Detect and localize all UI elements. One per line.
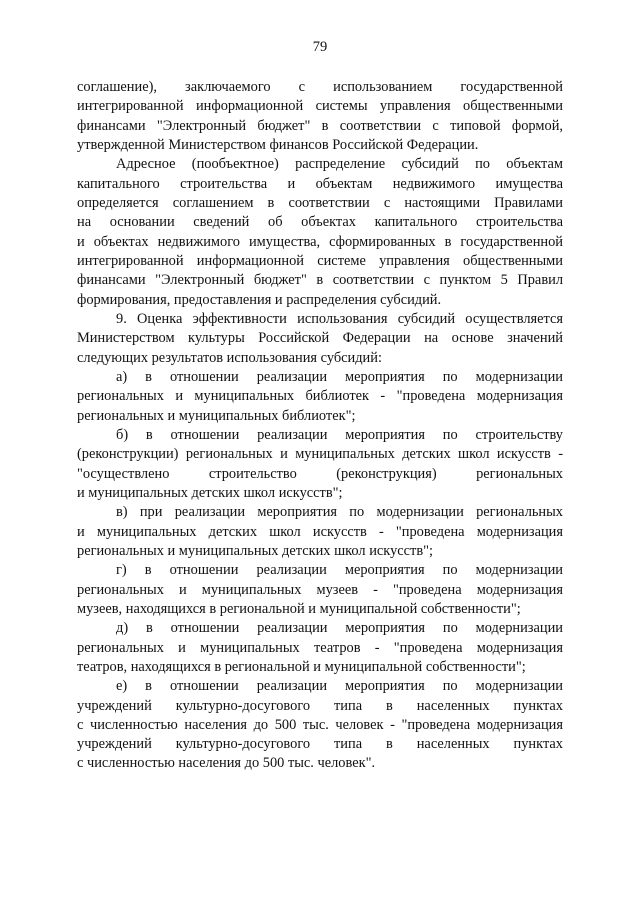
- text-line: и муниципальных детских школ искусств";: [77, 484, 343, 501]
- text-line: Адресное (пообъектное) распределение субсидий по объектам: [116, 156, 563, 173]
- text-line: с численностью населения до 500 тыс. человек".: [77, 755, 376, 772]
- text-line: учреждений культурно-досугового типа в населенных пунктах: [77, 736, 563, 753]
- text-line: региональных и муниципальных детских школ искусств";: [77, 542, 434, 559]
- document-body: [77, 78, 563, 774]
- text-line: 9. Оценка эффективности использования субсидий осуществляется: [116, 310, 563, 327]
- text-line: д) в отношении реализации мероприятия по модернизации: [116, 620, 563, 637]
- text-line: региональных и муниципальных театров - "проведена модернизация: [77, 639, 563, 656]
- text-line: б) в отношении реализации мероприятия по строительству: [116, 426, 563, 443]
- text-line: утвержденной Министерством финансов Российской Федерации.: [77, 136, 479, 153]
- text-line: и объектах недвижимого имущества, сформированных в государственной: [77, 233, 563, 250]
- text-line: (реконструкции) региональных и муниципальных детских школ искусств -: [77, 446, 563, 463]
- text-line: определяется соглашением в соответствии с настоящими Правилами: [77, 194, 563, 211]
- text-line: интегрированной информационной системы управления общественными: [77, 98, 563, 115]
- text-line: интегрированной информационной системе управления общественными: [77, 252, 563, 269]
- text-line: капитального строительства и объектам недвижимого имущества: [77, 175, 563, 192]
- text-line: е) в отношении реализации мероприятия по модернизации: [116, 678, 563, 695]
- text-line: Министерством культуры Российской Федерации на основе значений: [77, 330, 563, 347]
- text-line: следующих результатов использования субсидий:: [77, 349, 382, 366]
- text-line: а) в отношении реализации мероприятия по модернизации: [116, 368, 563, 385]
- text-line: "осуществлено строительство (реконструкция) региональных: [77, 465, 563, 482]
- text-line: региональных и муниципальных библиотек - "проведена модернизация: [77, 388, 563, 405]
- text-line: и муниципальных детских школ искусств - "проведена модернизация: [77, 523, 563, 540]
- text-line: формирования, предоставления и распределения субсидий.: [77, 291, 442, 308]
- text-line: учреждений культурно-досугового типа в населенных пунктах: [77, 697, 563, 714]
- text-line: г) в отношении реализации мероприятия по модернизации: [116, 562, 563, 579]
- text-line: региональных и муниципальных библиотек";: [77, 407, 356, 424]
- text-line: финансами "Электронный бюджет" в соответствии с пунктом 5 Правил: [77, 272, 563, 289]
- text-line: музеев, находящихся в региональной и муниципальной собственности";: [77, 600, 521, 617]
- text-line: в) при реализации мероприятия по модернизации региональных: [116, 504, 563, 521]
- page-number: 79: [312, 39, 328, 55]
- text-line: с численностью населения до 500 тыс. человек - "проведена модернизация: [77, 716, 563, 733]
- text-line: на основании сведений об объектах капитального строительства: [77, 214, 563, 231]
- text-line: региональных и муниципальных музеев - "проведена модернизация: [77, 581, 563, 598]
- text-line: театров, находящихся в региональной и муниципальной собственности";: [77, 658, 526, 675]
- text-line: финансами "Электронный бюджет" в соответствии с типовой формой,: [77, 117, 563, 134]
- text-line: соглашение), заключаемого с использованием государственной: [77, 79, 563, 95]
